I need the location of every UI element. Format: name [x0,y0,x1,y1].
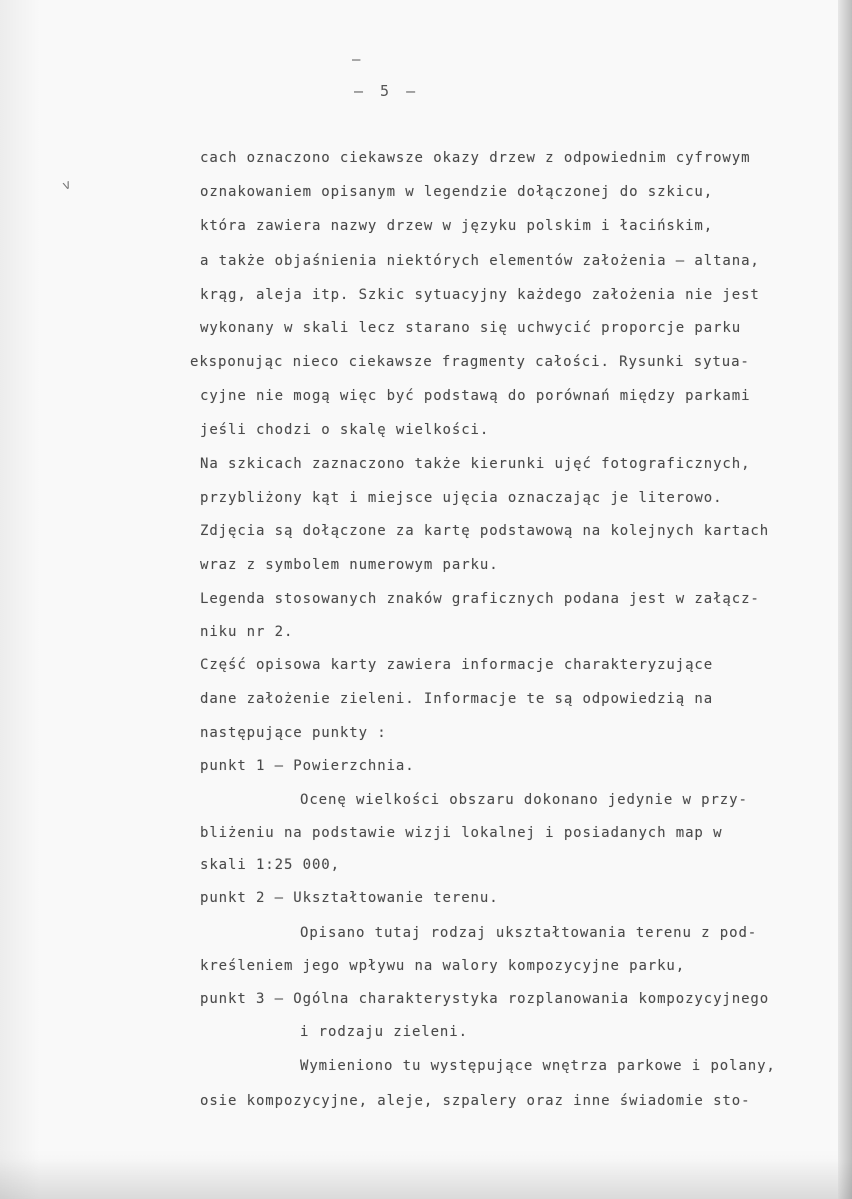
text-line: niku nr 2. [200,624,294,640]
text-line: kreśleniem jego wpływu na walory kompozycyjne parku, [200,958,686,974]
text-line: cach oznaczono ciekawsze okazy drzew z odpowiednim cyfrowym [200,150,751,166]
margin-check-mark: v [60,177,74,194]
text-line: Zdjęcia są dołączone za kartę podstawową na kolejnych kartach [200,523,770,539]
text-line: jeśli chodzi o skalę wielkości. [200,422,490,438]
text-line: skali 1:25 000, [200,857,340,873]
text-line: Opisano tutaj rodzaj ukształtowania terenu z pod- [300,925,758,941]
text-line: przybliżony kąt i miejsce ujęcia oznaczając je literowo. [200,490,723,506]
text-line: Legenda stosowanych znaków graficznych podana jest w załącz- [200,591,760,607]
text-line: eksponując nieco ciekawsze fragmenty całości. Rysunki sytua- [190,354,750,370]
text-line: Ocenę wielkości obszaru dokonano jedynie w przy- [300,792,748,808]
text-line: osie kompozycyjne, aleje, szpalery oraz inne świadomie sto- [200,1093,751,1109]
text-line: Na szkicach zaznaczono także kierunki ujęć fotograficznych, [200,456,751,472]
text-line: punkt 3 – Ogólna charakterystyka rozplanowania kompozycyjnego [200,991,770,1007]
page-number: – 5 – [354,82,420,100]
text-line: wraz z symbolem numerowym parku. [200,557,499,573]
text-line: oznakowaniem opisanym w legendzie dołączonej do szkicu, [200,184,714,200]
scan-edge-bottom [0,1159,852,1199]
text-line: punkt 1 – Powierzchnia. [200,758,415,774]
text-line: bliżeniu na podstawie wizji lokalnej i posiadanych map w [200,825,723,841]
text-line: a także objaśnienia niektórych elementów założenia – altana, [200,253,760,269]
text-line: i rodzaju zieleni. [300,1024,468,1040]
header-dash: – [352,52,361,68]
text-line: Wymieniono tu występujące wnętrza parkowe i polany, [300,1058,776,1074]
scan-edge-right [838,0,852,1199]
text-line: punkt 2 – Ukształtowanie terenu. [200,890,499,906]
text-line: wykonany w skali lecz starano się uchwycić proporcje parku [200,320,742,336]
text-line: która zawiera nazwy drzew w języku polskim i łacińskim, [200,218,714,234]
text-line: następujące punkty : [200,725,387,741]
text-line: krąg, aleja itp. Szkic sytuacyjny każdego założenia nie jest [200,287,760,303]
text-line: dane założenie zieleni. Informacje te są odpowiedzią na [200,691,714,707]
text-line: Część opisowa karty zawiera informacje charakteryzujące [200,657,714,673]
text-line: cyjne nie mogą więc być podstawą do porównań między parkami [200,388,751,404]
